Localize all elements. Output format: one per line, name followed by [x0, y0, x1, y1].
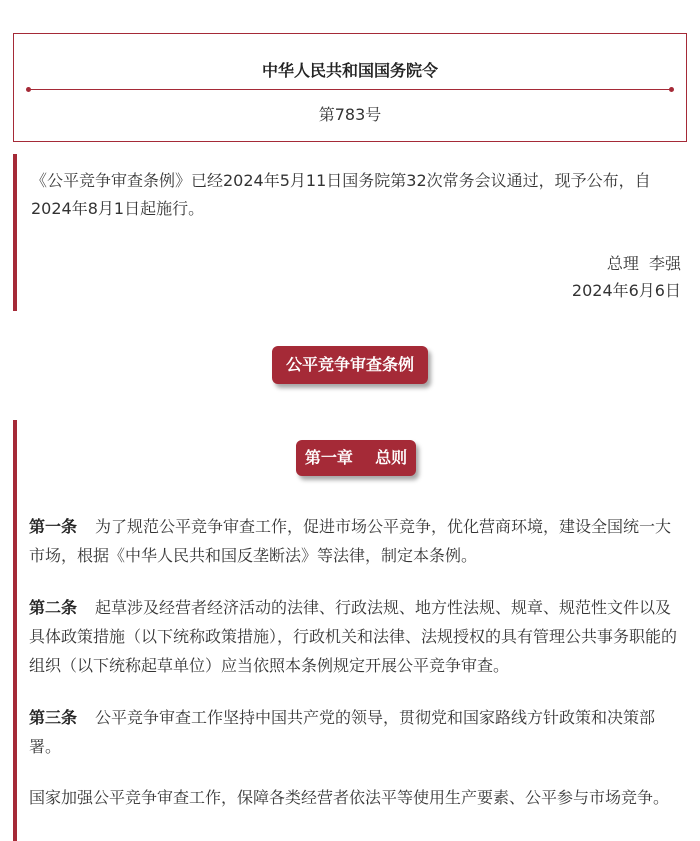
- article-number: 第二条: [29, 598, 78, 617]
- divider-dot-left: [26, 87, 31, 92]
- article-2: [29, 593, 687, 680]
- promulgation-section: [13, 154, 687, 311]
- chapter-title: 第一章 总则: [296, 440, 416, 476]
- article-1: [29, 512, 687, 570]
- decree-number: 第783号: [318, 105, 382, 124]
- chapter-section: [13, 420, 693, 841]
- article-paragraph: 国家加强公平竞争审查工作，保障各类经营者依法平等使用生产要素、公平参与市场竞争。: [29, 788, 670, 807]
- regulation-title: 公平竞争审查条例: [272, 346, 428, 384]
- article-text: 为了规范公平竞争审查工作，促进市场公平竞争，优化营商环境，建设全国统一大市场，根据《中华人民共和国反垄断法》等法律，制定本条例。: [29, 517, 672, 565]
- decree-header: [13, 33, 687, 142]
- divider-dot-right: [669, 87, 674, 92]
- promulgation-text: 《公平竞争审查条例》已经2024年5月11日国务院第32次常务会议通过，现予公布，自2024年8月1日起施行。: [31, 171, 651, 218]
- article-number: 第一条: [29, 517, 78, 536]
- article-text: 起草涉及经营者经济活动的法律、行政法规、地方性法规、规章、规范性文件以及具体政策措施（以下统称政策措施），行政机关和法律、法规授权的具有管理公共事务职能的组织（以下统称起草单位）应当依照本条例规定开展公平竞争审查。: [29, 598, 678, 675]
- signatory: 总理 李强: [606, 254, 681, 273]
- decree-title: 中华人民共和国国务院令: [261, 61, 438, 80]
- promulgation-date: 2024年6月6日: [571, 281, 681, 300]
- article-text: 公平竞争审查工作坚持中国共产党的领导，贯彻党和国家路线方针政策和决策部署。: [29, 708, 656, 756]
- article-number: 第三条: [29, 708, 78, 727]
- header-divider: [28, 89, 672, 90]
- article-3: [29, 703, 687, 761]
